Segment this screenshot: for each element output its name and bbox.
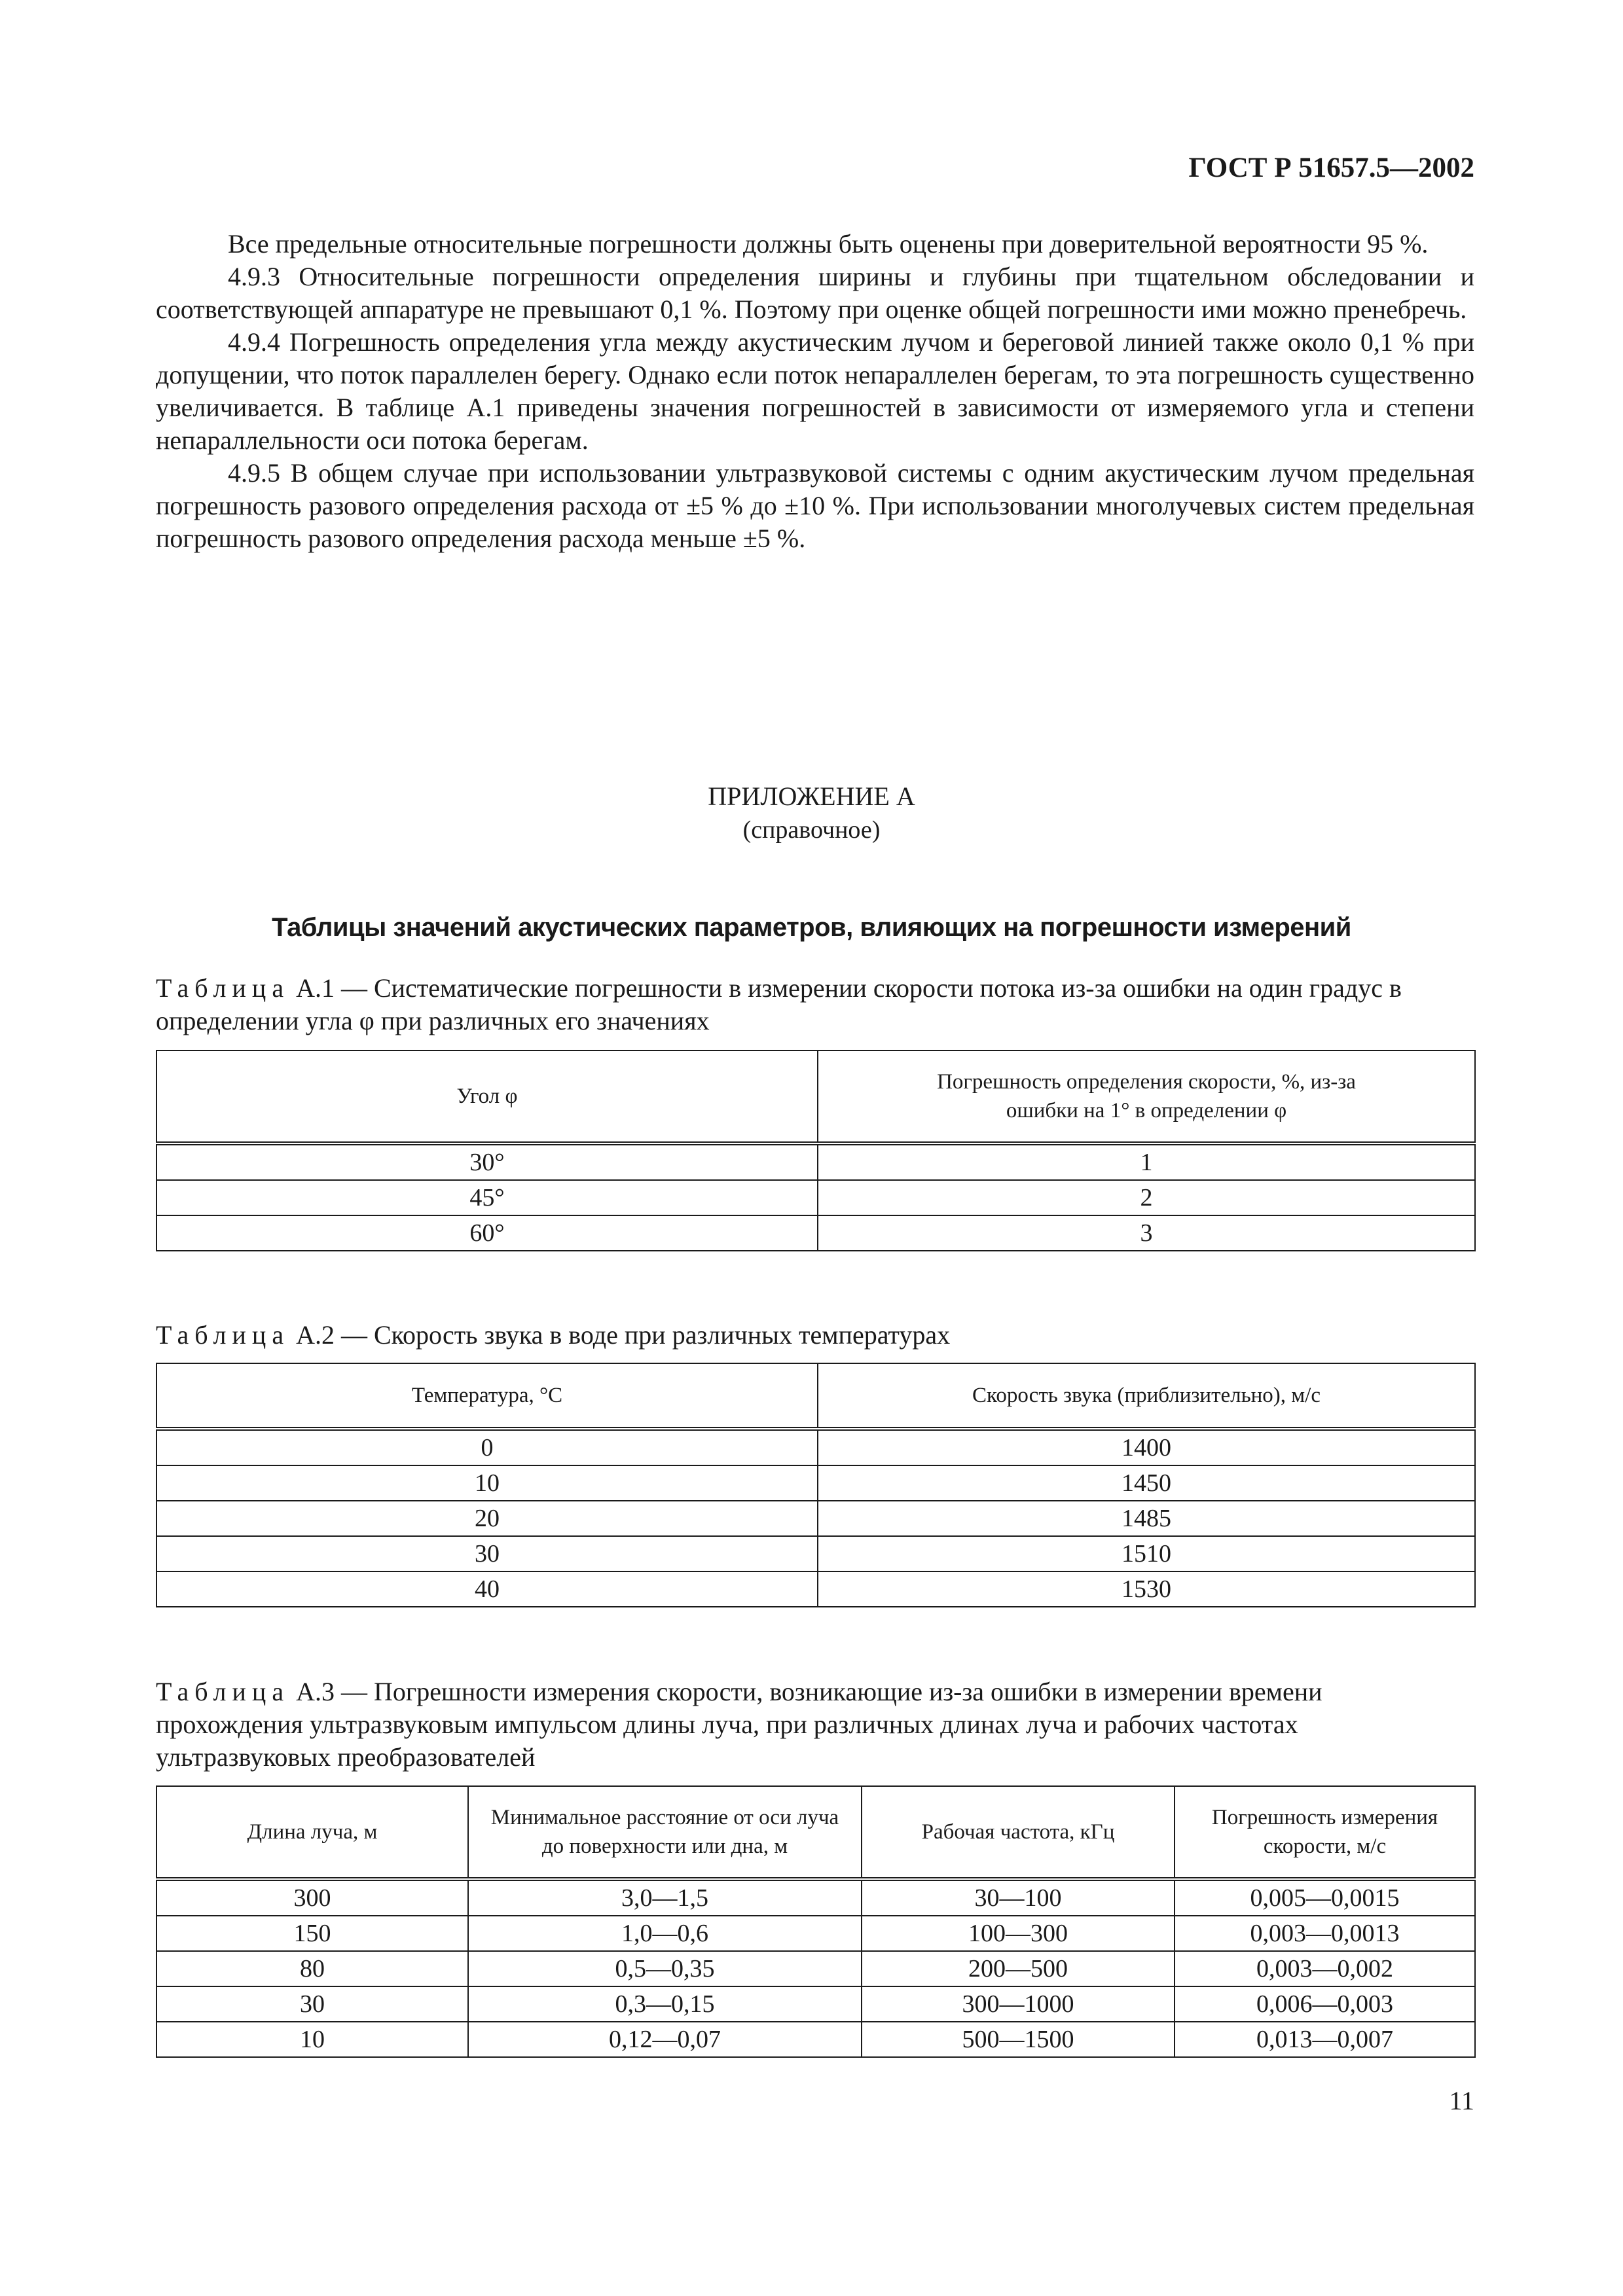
table3-header-speed-error: Погрешность измерения скорости, м/с [1175,1786,1475,1879]
table3-cell: 0,013—0,007 [1175,2022,1475,2057]
table-row [156,1465,1475,1501]
paragraph-4-9-4: 4.9.4 Погрешность определения угла между акустическим лучом и береговой линией также около 0,1 % при допущении, что поток параллелен берегу. Однако если поток непараллелен берегам, то эта погрешность существенно увеличивается. В таблице А.1 приведены значения погрешностей в зависимости от измеряемого угла и степени непараллельности оси потока берегам. [156,327,1474,455]
table3-caption [156,1676,1474,1774]
table2-cell: 1450 [818,1465,1475,1501]
page-number: 11 [1449,2086,1474,2115]
paragraph-4-9-5: 4.9.5 В общем случае при использовании ультразвуковой системы с одним акустическим лучом предельная погрешность разового определения расхода от ±5 % до ±10 %. При использовании многолучевых систем предельная погрешность разового определения расхода меньше ±5 %. [156,458,1474,553]
table2-cell: 10 [156,1465,818,1501]
table-row [156,1916,1475,1951]
table2-header-temperature: Температура, °С [156,1363,818,1429]
table3-cell: 30—100 [862,1879,1175,1916]
paragraph-4-9-3: 4.9.3 Относительные погрешности определения ширины и глубины при тщательном обследовании и соответствующей аппаратуре не превышают 0,1 %. Поэтому при оценке общей погрешности ими можно пренебречь. [156,262,1474,324]
table-row [156,1501,1475,1536]
table3-cell: 0,005—0,0015 [1175,1879,1475,1916]
table3-cell: 10 [156,2022,468,2057]
table-row [156,1951,1475,1986]
table1-header-error: Погрешность определения скорости, %, из-за ошибки на 1° в определении φ [818,1050,1475,1143]
table-a3 [156,1785,1476,2058]
table2-cell: 40 [156,1571,818,1607]
table1-header-angle: Угол φ [156,1050,818,1143]
table3-cell: 150 [156,1916,468,1951]
table2-cell: 0 [156,1429,818,1465]
table1-cell: 2 [818,1180,1475,1215]
table3-cell: 0,003—0,0013 [1175,1916,1475,1951]
table3-cell: 300—1000 [862,1986,1175,2022]
table-a1 [156,1050,1476,1251]
table3-cell: 200—500 [862,1951,1175,1986]
table3-cell: 500—1500 [862,2022,1175,2057]
table-row [156,1215,1475,1251]
table-row [156,1143,1475,1180]
table3-cell: 0,006—0,003 [1175,1986,1475,2022]
table3-header-min-distance: Минимальное расстояние от оси луча до поверхности или дна, м [468,1786,862,1879]
table3-caption-text: А.3 — Погрешности измерения скорости, возникающие из-за ошибки в измерении времени прохождения ультразвуковым импульсом длины луча, при различных длинах луча и рабочих частотах ультразвуковых преобразователей [156,1677,1322,1772]
table1-caption [156,972,1474,1037]
table-row [156,2022,1475,2057]
body-text [156,228,1474,555]
table1-caption-text: А.1 — Систематические погрешности в измерении скорости потока из-за ошибки на один градус в определении угла φ при различных его значениях [156,973,1402,1035]
appendix-subtitle: (справочное) [742,816,881,844]
table2-cell: 30 [156,1536,818,1571]
table3-header-frequency: Рабочая частота, кГц [862,1786,1175,1879]
table1-cell: 60° [156,1215,818,1251]
table1-cell: 30° [156,1143,818,1180]
table1-cell: 3 [818,1215,1475,1251]
table3-cell: 0,3—0,15 [468,1986,862,2022]
table-row [156,1180,1475,1215]
table3-cell: 0,12—0,07 [468,2022,862,2057]
table3-cell: 3,0—1,5 [468,1879,862,1916]
table1-cell: 1 [818,1143,1475,1180]
table2-header-sound-speed: Скорость звука (приблизительно), м/с [818,1363,1475,1429]
table-row [156,1536,1475,1571]
table1-label: Таблица [156,973,290,1003]
table2-cell: 20 [156,1501,818,1536]
table2-cell: 1530 [818,1571,1475,1607]
appendix-title: ПРИЛОЖЕНИЕ А [708,781,915,811]
table3-cell: 1,0—0,6 [468,1916,862,1951]
table2-cell: 1400 [818,1429,1475,1465]
table3-label: Таблица [156,1677,290,1706]
table3-cell: 0,5—0,35 [468,1951,862,1986]
table2-caption [156,1319,1474,1352]
table-row [156,1429,1475,1465]
table2-cell: 1485 [818,1501,1475,1536]
section-title: Таблицы значений акустических параметров, влияющих на погрешности измерений [272,913,1351,942]
document-id: ГОСТ Р 51657.5—2002 [1188,152,1474,183]
table2-cell: 1510 [818,1536,1475,1571]
table3-cell: 80 [156,1951,468,1986]
table3-cell: 100—300 [862,1916,1175,1951]
table3-cell: 0,003—0,002 [1175,1951,1475,1986]
table3-cell: 30 [156,1986,468,2022]
table2-label: Таблица [156,1320,290,1350]
table3-cell: 300 [156,1879,468,1916]
table-row [156,1986,1475,2022]
table-row [156,1879,1475,1916]
table1-cell: 45° [156,1180,818,1215]
paragraph-confidence: Все предельные относительные погрешности должны быть оценены при доверительной вероятности 95 %. [228,229,1429,259]
table3-header-beam-length: Длина луча, м [156,1786,468,1879]
table-row [156,1571,1475,1607]
table2-caption-text: А.2 — Скорость звука в воде при различных температурах [296,1320,951,1350]
table-a2 [156,1363,1476,1607]
